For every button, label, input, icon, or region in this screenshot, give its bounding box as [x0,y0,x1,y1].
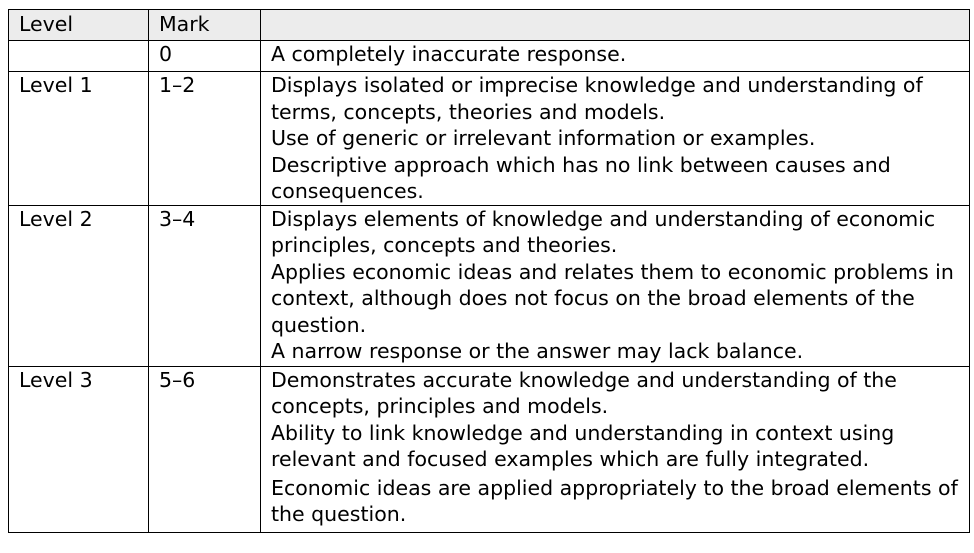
description-cell [261,72,970,206]
description-line: Ability to link knowledge and understanding in context using relevant and focused examples which are fully integrated. [271,420,895,471]
description-line: A narrow response or the answer may lack balance. [271,339,804,363]
table-row [9,366,970,532]
header-description [261,10,970,41]
header-mark: Mark [149,10,261,41]
table-header [9,10,970,41]
table-row [9,205,970,366]
table-row [9,72,970,206]
header-row [9,10,970,41]
description-line: Applies economic ideas and relates them to economic problems in context, although does not focus on the broad elements of the question. [271,259,954,337]
description-line: Descriptive approach which has no link between causes and consequences. [271,152,891,203]
description-line: Use of generic or irrelevant information or examples. [271,126,816,150]
mark-cell: 1–2 [149,72,261,206]
description-cell [261,366,970,532]
description-line: Displays isolated or imprecise knowledge and understanding of terms, concepts, theories and models. [271,73,923,124]
level-cell: Level 2 [9,205,149,366]
level-cell: Level 1 [9,72,149,206]
description-line: Demonstrates accurate knowledge and understanding of the concepts, principles and models. [271,367,897,418]
level-cell [9,41,149,72]
table-row [9,41,970,72]
mark-cell: 3–4 [149,205,261,366]
description-line: Displays elements of knowledge and understanding of economic principles, concepts and theories. [271,206,936,257]
description-cell [261,41,970,72]
description-line: A completely inaccurate response. [271,42,627,66]
level-cell: Level 3 [9,366,149,532]
mark-cell: 5–6 [149,366,261,532]
header-level: Level [9,10,149,41]
mark-cell: 0 [149,41,261,72]
mark-scheme-table [8,9,970,533]
table-body [9,41,970,533]
description-cell [261,205,970,366]
description-line: Economic ideas are applied appropriately to the broad elements of the question. [271,475,958,526]
